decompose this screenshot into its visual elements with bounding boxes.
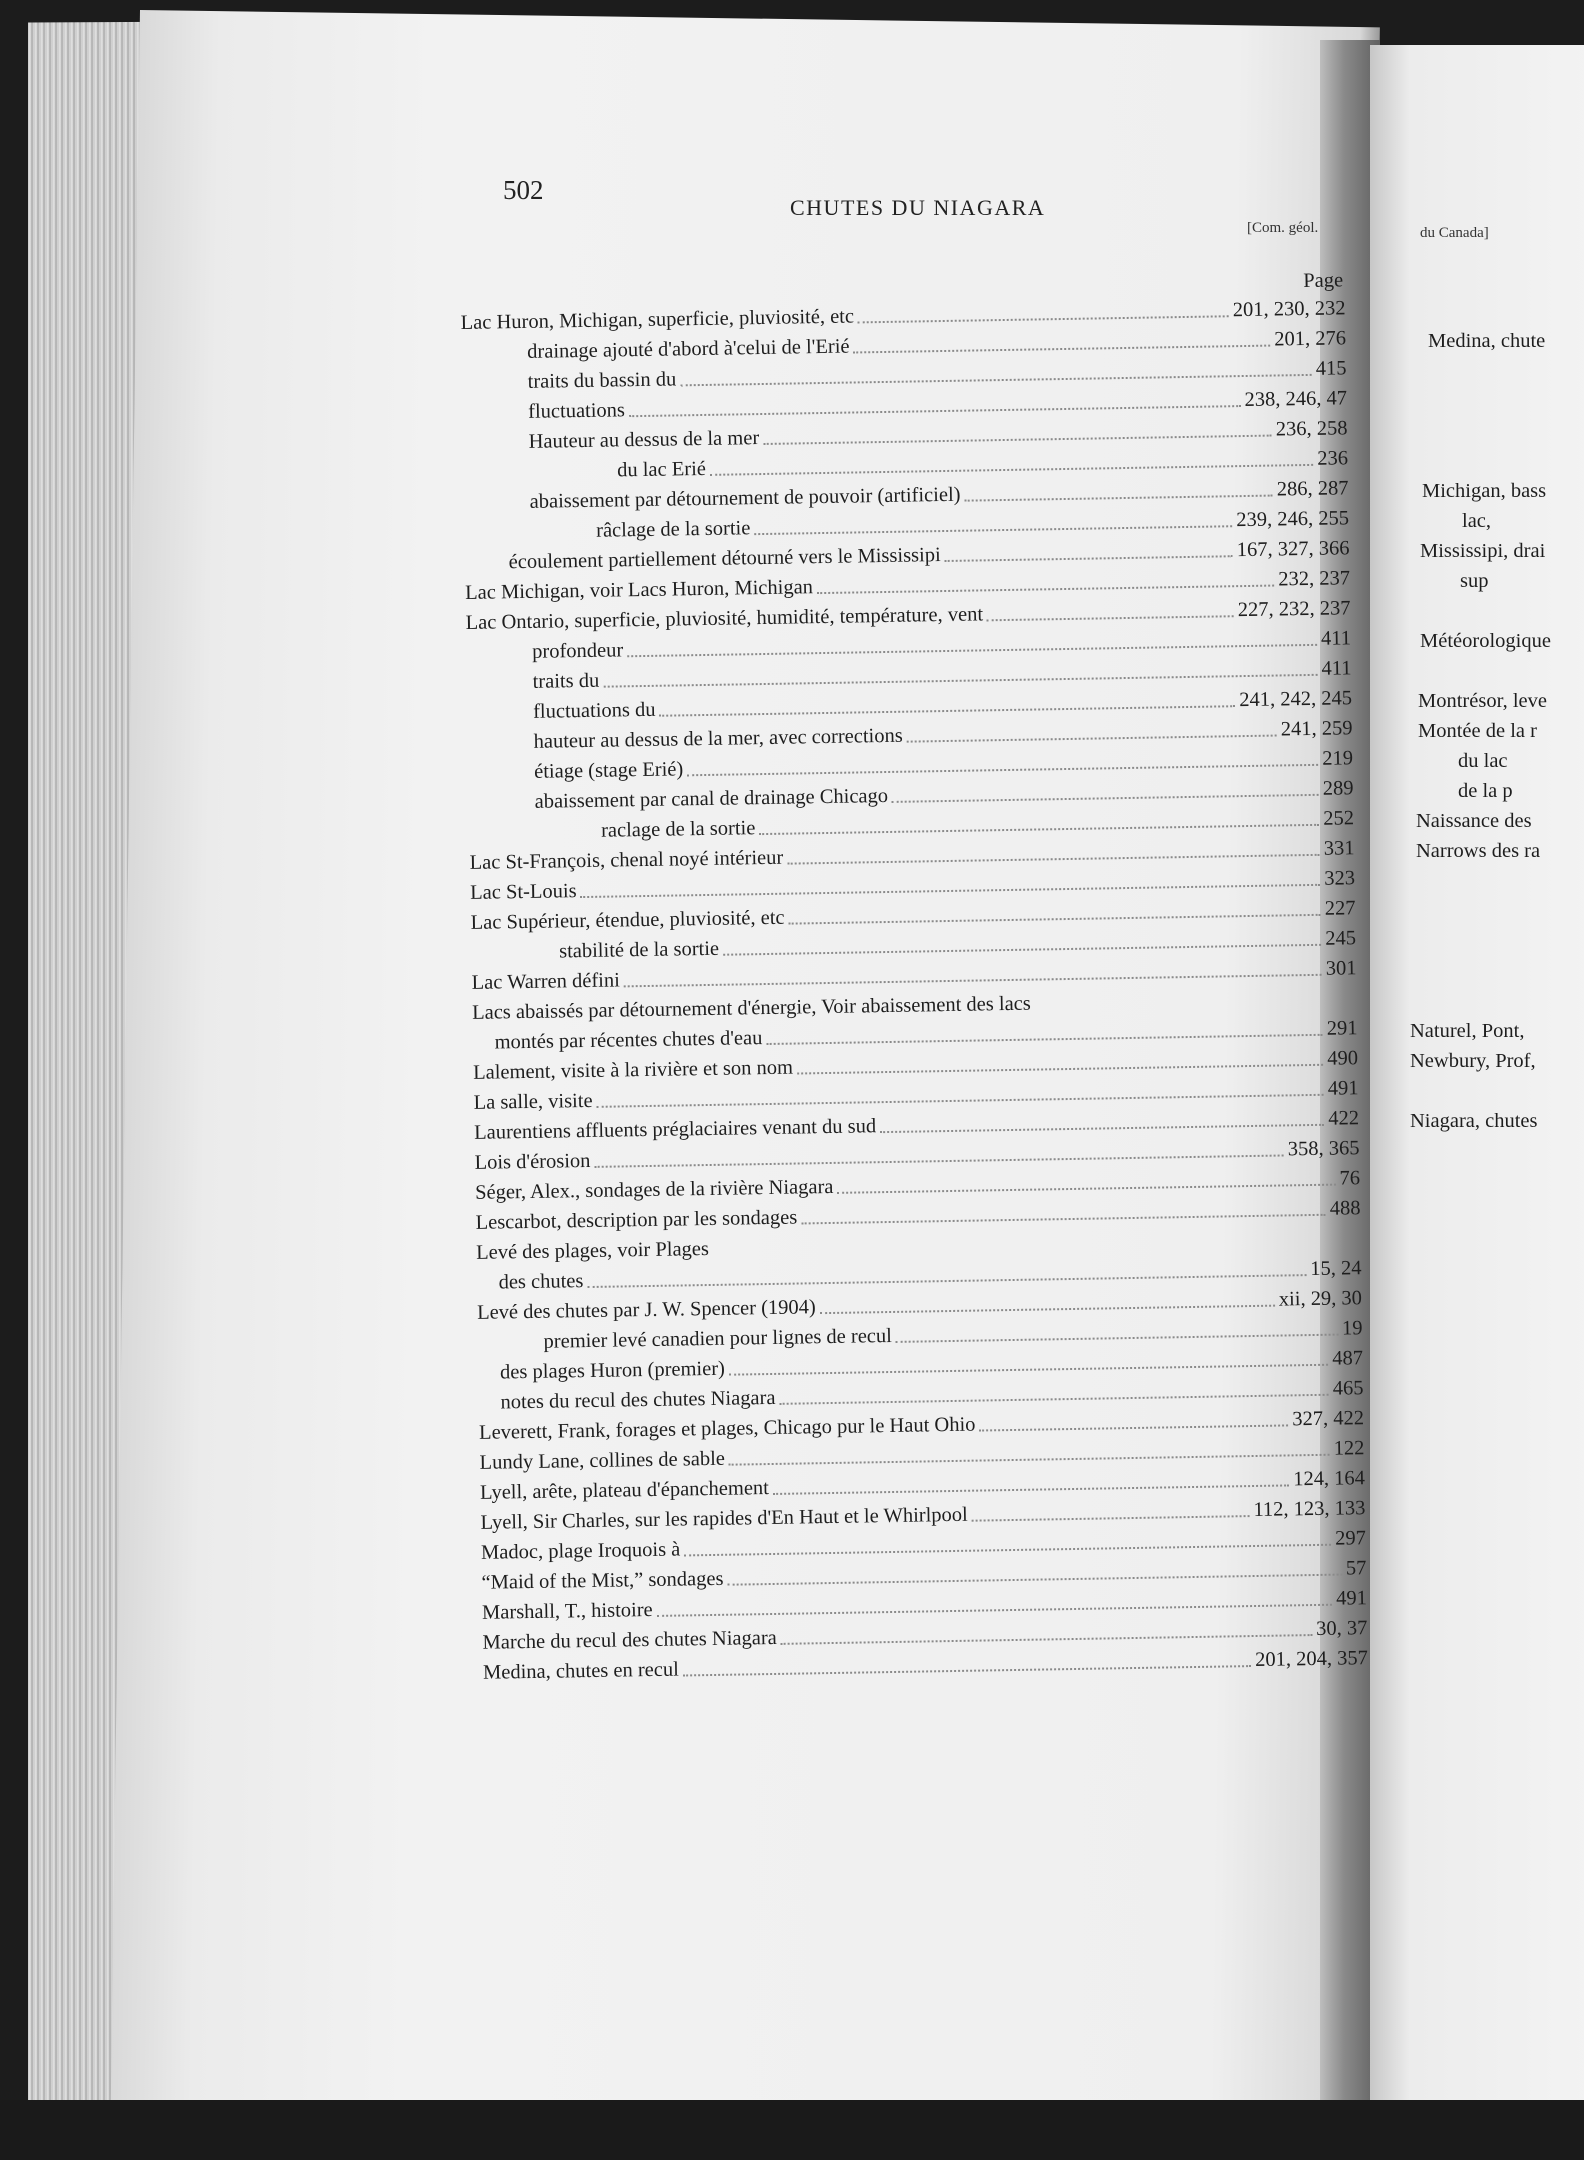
right-page-fragment: Mississipi, drai	[1420, 540, 1546, 562]
entry-pages: 491	[1327, 1077, 1359, 1100]
dot-leader	[858, 315, 1229, 323]
bottom-shadow	[0, 2100, 1584, 2160]
entry-pages: 289	[1322, 777, 1354, 800]
dot-leader	[838, 1184, 1336, 1194]
dot-leader	[892, 794, 1319, 803]
entry-pages: 236, 258	[1275, 417, 1348, 441]
right-page-fragment: Newbury, Prof,	[1410, 1050, 1536, 1072]
entry-text: Levé des plages, voir Plages	[475, 1238, 710, 1264]
entry-text: Marche du recul des chutes Niagara	[482, 1626, 777, 1654]
page-number: 502	[503, 175, 544, 205]
right-page-fragment: Medina, chute	[1428, 330, 1546, 352]
entry-text: Medina, chutes en recul	[482, 1658, 680, 1684]
entry-pages: 422	[1328, 1107, 1360, 1130]
entry-text: Lac St-Louis	[469, 880, 577, 904]
dot-leader	[801, 1214, 1326, 1225]
dot-leader	[754, 525, 1232, 535]
entry-text: des chutes	[498, 1270, 584, 1294]
dot-leader	[797, 1064, 1323, 1075]
running-tag: [Com. géol.	[1247, 220, 1319, 236]
right-running-tag: du Canada]	[1420, 225, 1489, 241]
entry-text: La salle, visite	[473, 1089, 593, 1114]
dot-leader	[766, 1034, 1322, 1045]
right-page-fragment: Michigan, bass	[1422, 480, 1547, 502]
dot-leader	[972, 1515, 1250, 1522]
dot-leader	[773, 1484, 1289, 1495]
entry-pages: 76	[1339, 1167, 1361, 1190]
entry-pages: 411	[1321, 657, 1352, 680]
entry-text: Lalement, visite à la rivière et son nom	[472, 1056, 794, 1084]
entry-text: du lac Erié	[616, 457, 707, 482]
entry-text: Marshall, T., histoire	[481, 1598, 653, 1624]
right-page-fragment: de la p	[1458, 780, 1513, 802]
entry-pages: 15, 24	[1310, 1257, 1362, 1281]
entry-pages: 331	[1323, 837, 1355, 860]
entry-text: Lescarbot, description par les sondages	[475, 1206, 798, 1234]
entry-text: “Maid of the Mist,” sondages	[481, 1567, 724, 1594]
entry-pages: 201, 230, 232	[1232, 297, 1346, 322]
dot-leader	[729, 1364, 1328, 1376]
entry-text: Lac Michigan, voir Lacs Huron, Michigan	[464, 576, 814, 604]
entry-pages: 219	[1322, 747, 1354, 770]
entry-text: fluctuations du	[532, 698, 656, 723]
entry-pages: 227	[1324, 897, 1356, 920]
entry-text: traits du	[532, 669, 600, 693]
entry-text: étiage (stage Erié)	[533, 758, 684, 783]
entry-pages: 252	[1323, 807, 1355, 830]
entry-pages: xii, 29, 30	[1278, 1287, 1363, 1311]
dot-leader	[820, 1305, 1275, 1315]
entry-text: écoulement partiellement détourné vers le Mississipi	[508, 544, 941, 574]
entry-text: Lyell, arête, plateau d'épanchement	[479, 1477, 770, 1504]
page-column-label: Page	[1303, 269, 1344, 293]
dot-leader	[787, 854, 1320, 865]
entry-text: Leverett, Frank, forages et plages, Chicago pur le Haut Ohio	[478, 1413, 976, 1444]
dot-leader	[629, 405, 1241, 417]
dot-leader	[907, 735, 1277, 743]
entry-pages: 19	[1341, 1317, 1363, 1340]
index-entries	[460, 293, 1368, 1687]
entry-text: Lac Supérieur, étendue, pluviosité, etc	[470, 906, 785, 934]
entry-pages: 238, 246, 47	[1244, 387, 1348, 412]
entry-text: traits du bassin du	[527, 368, 677, 393]
entry-pages: 488	[1329, 1197, 1361, 1220]
entry-pages: 227, 232, 237	[1237, 597, 1351, 622]
dot-leader	[980, 1424, 1289, 1431]
entry-pages: 57	[1345, 1557, 1367, 1580]
entry-text: fluctuations	[527, 399, 626, 423]
entry-pages: 112, 123, 133	[1253, 1497, 1366, 1522]
entry-text: Lacs abaissés par détournement d'énergie, Voir abaissement des lacs	[471, 992, 1031, 1024]
entry-pages: 124, 164	[1293, 1467, 1366, 1491]
entry-pages: 415	[1315, 357, 1347, 380]
dot-leader	[759, 824, 1319, 835]
dot-leader	[713, 1244, 1357, 1255]
entry-pages: 167, 327, 366	[1236, 537, 1350, 562]
dot-leader	[660, 705, 1236, 717]
entry-text: Lac Ontario, superficie, pluviosité, humidité, température, vent	[465, 603, 984, 634]
dot-leader	[728, 1574, 1342, 1586]
entry-text: hauteur au dessus de la mer, avec corrections	[533, 724, 903, 753]
dot-leader	[1035, 1004, 1353, 1009]
entry-pages: 241, 259	[1280, 717, 1353, 741]
dot-leader	[710, 464, 1313, 476]
right-page-fragment: Montrésor, leve	[1418, 690, 1547, 712]
entry-text: Séger, Alex., sondages de la rivière Niagara	[474, 1175, 834, 1204]
dot-leader	[763, 435, 1272, 445]
right-page-fragment: Narrows des ra	[1416, 840, 1541, 862]
entry-pages: 30, 37	[1316, 1617, 1368, 1640]
entry-text: profondeur	[531, 639, 624, 663]
entry-pages: 487	[1332, 1347, 1364, 1370]
entry-pages: 297	[1335, 1527, 1367, 1550]
right-page-fragment: Naturel, Pont,	[1410, 1020, 1525, 1042]
dot-leader	[854, 345, 1271, 354]
entry-pages: 286, 287	[1276, 477, 1349, 501]
right-page-fragment: Naissance des	[1416, 810, 1532, 832]
entry-text: râclage de la sortie	[595, 517, 751, 542]
entry-pages: 236	[1317, 447, 1349, 470]
entry-pages: 411	[1320, 627, 1352, 650]
entry-text: Lac St-François, chenal noyé intérieur	[469, 846, 784, 874]
dot-leader	[789, 914, 1321, 925]
dot-leader	[817, 585, 1274, 595]
entry-pages: 232, 237	[1278, 567, 1351, 591]
dot-leader	[780, 1394, 1329, 1405]
index-block	[460, 267, 1368, 1687]
dot-leader	[880, 1124, 1324, 1133]
entry-text: premier levé canadien pour lignes de recul	[543, 1324, 893, 1353]
entry-pages: 241, 242, 245	[1239, 687, 1353, 712]
entry-pages: 490	[1327, 1047, 1359, 1070]
right-page-fragment: du lac	[1458, 750, 1508, 772]
right-page-fragment: Niagara, chutes	[1410, 1110, 1538, 1132]
entry-text: Madoc, plage Iroquois à	[480, 1538, 681, 1564]
entry-text: Lyell, Sir Charles, sur les rapides d'En Haut et le Whirlpool	[480, 1503, 968, 1534]
dot-leader	[945, 555, 1233, 562]
running-title: CHUTES DU NIAGARA	[790, 195, 1046, 220]
entry-text: raclage de la sortie	[600, 817, 756, 842]
entry-pages: 291	[1326, 1017, 1358, 1040]
entry-pages: 201, 276	[1274, 327, 1347, 351]
entry-text: Lac Huron, Michigan, superficie, pluviosité, etc	[460, 305, 855, 334]
entry-pages: 465	[1332, 1377, 1364, 1400]
entry-text: Lois d'érosion	[474, 1149, 591, 1174]
entry-text: stabilité de la sortie	[558, 937, 720, 963]
entry-text: Levé des chutes par J. W. Spencer (1904)	[476, 1296, 816, 1324]
dot-leader	[965, 495, 1273, 502]
entry-text: Laurentiens affluents préglaciaires venant du sud	[473, 1115, 877, 1144]
entry-pages: 301	[1325, 957, 1357, 980]
right-page-fragment: lac,	[1462, 510, 1492, 532]
dot-leader	[781, 1634, 1312, 1645]
dot-leader	[723, 944, 1321, 956]
entry-pages: 122	[1333, 1437, 1365, 1460]
entry-text: notes du recul des chutes Niagara	[500, 1386, 776, 1414]
dot-leader	[896, 1334, 1338, 1343]
entry-pages: 239, 246, 255	[1236, 507, 1350, 532]
entry-pages: 327, 422	[1292, 1407, 1365, 1431]
entry-pages: 323	[1324, 867, 1356, 890]
entry-text: Lac Warren défini	[471, 969, 621, 994]
entry-pages: 491	[1336, 1587, 1368, 1610]
entry-pages: 358, 365	[1287, 1137, 1360, 1161]
entry-text: Hauteur au dessus de la mer	[528, 427, 760, 453]
entry-pages: 201, 204, 357	[1255, 1647, 1369, 1672]
entry-text: drainage ajouté d'abord à'celui de l'Erié	[526, 335, 850, 363]
entry-text: abaissement par détournement de pouvoir (artificiel)	[529, 483, 961, 513]
dot-leader	[729, 1454, 1330, 1466]
entry-text: abaissement par canal de drainage Chicago	[534, 784, 889, 813]
entry-text: Lundy Lane, collines de sable	[479, 1447, 726, 1474]
dot-leader	[987, 615, 1234, 621]
entry-pages: 245	[1325, 927, 1357, 950]
right-page-fragment: Montée de la r	[1418, 720, 1537, 742]
dot-leader	[683, 1665, 1251, 1676]
right-page-fragment: Météorologique	[1420, 630, 1551, 652]
entry-text: des plages Huron (premier)	[499, 1357, 726, 1384]
right-page-fragment: sup	[1460, 570, 1489, 592]
entry-text: montés par récentes chutes d'eau	[494, 1027, 763, 1054]
